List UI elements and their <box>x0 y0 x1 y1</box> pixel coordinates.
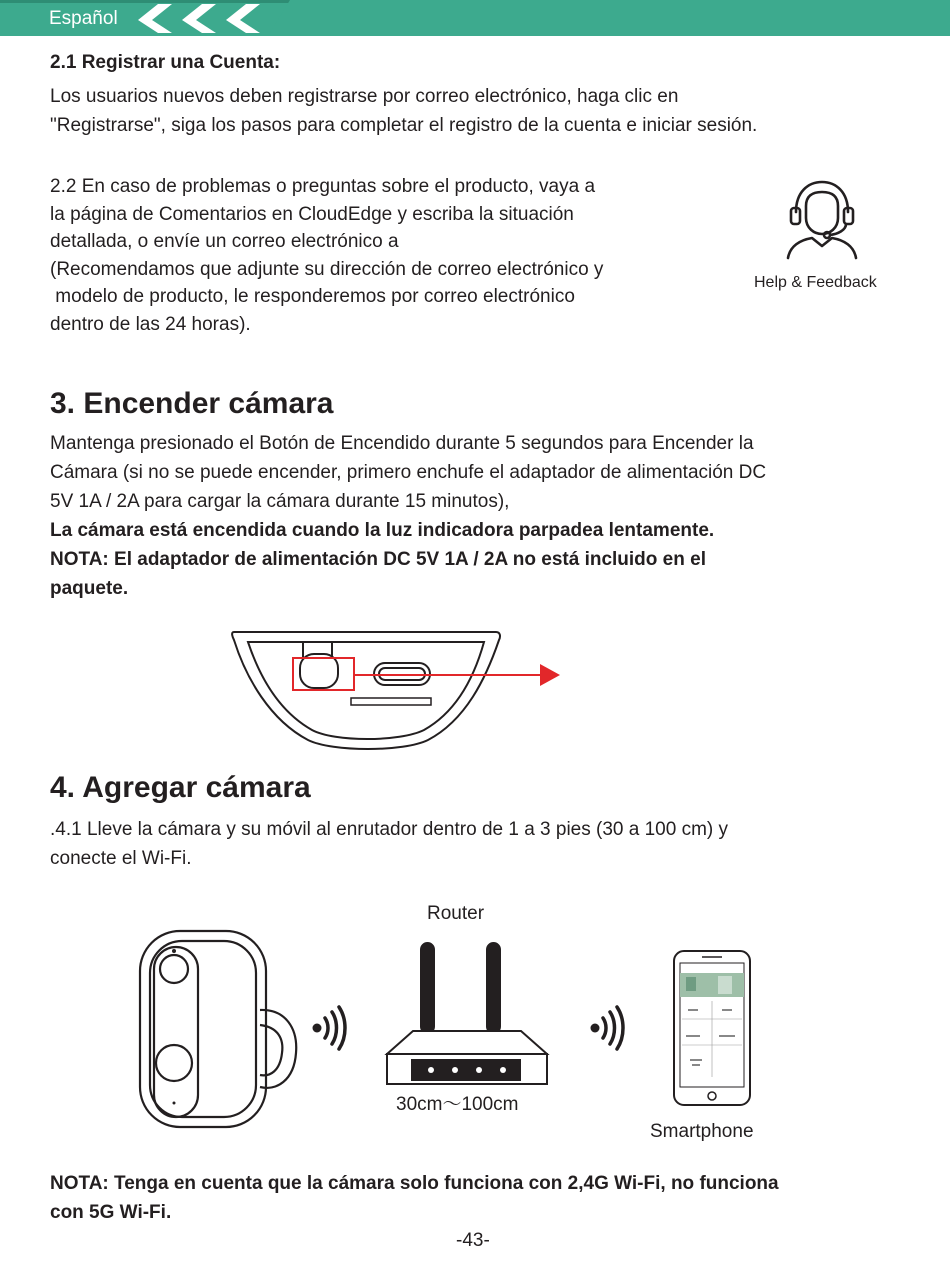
camera-illustration <box>136 925 306 1130</box>
router-illustration <box>383 938 551 1088</box>
router-label: Router <box>427 903 485 924</box>
note-wifi <box>50 1169 779 1227</box>
text-line: NOTA: El adaptador de alimentación DC 5V 1A / 2A no está incluido en el <box>50 549 706 570</box>
text-line: Los usuarios nuevos deben registrarse por correo electrónico, haga clic en <box>50 86 679 107</box>
text-line: (Recomendamos que adjunte su dirección de correo electrónico y <box>50 258 604 280</box>
section-2-1-text <box>50 82 757 140</box>
text-line: 5V 1A / 2A para cargar la cámara durante 15 minutos), <box>50 491 510 512</box>
text-line: paquete. <box>50 578 129 599</box>
section-2-1-title: 2.1 Registrar una Cuenta: <box>50 52 281 73</box>
section-4-text <box>50 815 728 873</box>
headset-support-icon <box>782 178 862 260</box>
text-line: La cámara está encendida cuando la luz indicadora parpadea lentamente. <box>50 520 715 541</box>
text-line: modelo de producto, le responderemos por correo electrónico <box>50 286 575 307</box>
page-number: -43- <box>456 1230 490 1251</box>
section-4-title: 4. Agregar cámara <box>50 771 311 804</box>
text-line: con 5G Wi-Fi. <box>50 1202 172 1223</box>
wifi-signal-icon <box>586 1005 626 1051</box>
distance-label: 30cm～100cm <box>396 1094 519 1115</box>
text-line: Mantenga presionado el Botón de Encendido durante 5 segundos para Encender la <box>50 433 754 454</box>
smartphone-illustration <box>672 949 754 1109</box>
header-band <box>0 0 950 36</box>
section-2-2-text <box>50 173 603 338</box>
text-line: 2.2 En caso de problemas o preguntas sobre el producto, vaya a <box>50 176 596 197</box>
camera-bottom-illustration <box>228 628 568 758</box>
text-line: .4.1 Lleve la cámara y su móvil al enrutador dentro de 1 a 3 pies (30 a 100 cm) y <box>50 819 729 840</box>
wifi-signal-icon <box>308 1005 348 1051</box>
text-line: NOTA: Tenga en cuenta que la cámara solo funciona con 2,4G Wi-Fi, no funciona <box>50 1173 779 1194</box>
text-line: dentro de las 24 horas). <box>50 313 251 335</box>
text-line: conecte el Wi-Fi. <box>50 848 192 869</box>
help-feedback-label: Help & Feedback <box>754 274 877 291</box>
text-line: "Registrarse", siga los pasos para completar el registro de la cuenta e iniciar sesión. <box>50 115 758 136</box>
section-3-title: 3. Encender cámara <box>50 387 334 420</box>
language-label: Español <box>49 8 118 29</box>
section-3-text <box>50 429 766 603</box>
text-line: detallada, o envíe un correo electrónico a <box>50 231 399 252</box>
text-line: la página de Comentarios en CloudEdge y escriba la situación <box>50 203 574 225</box>
smartphone-label: Smartphone <box>650 1121 754 1142</box>
text-line: Cámara (si no se puede encender, primero enchufe el adaptador de alimentación DC <box>50 462 767 483</box>
